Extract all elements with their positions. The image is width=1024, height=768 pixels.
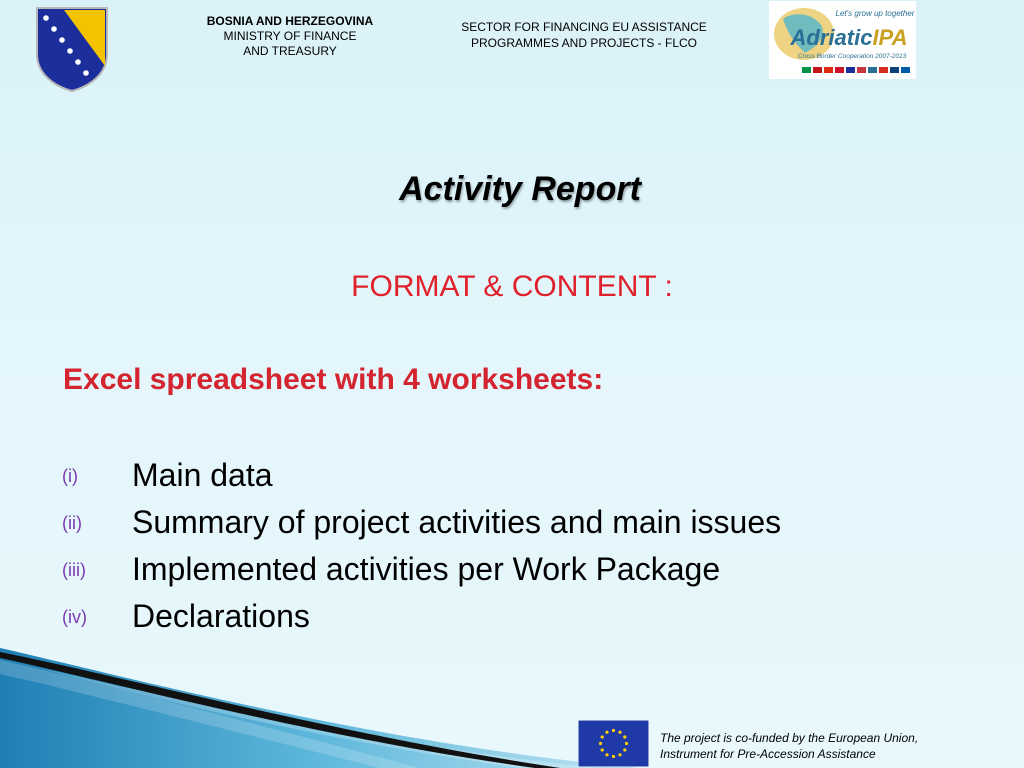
bih-coat-of-arms-icon — [34, 6, 110, 92]
svg-text:AdriaticIPA — [790, 25, 908, 50]
worksheet-title: Main data — [132, 457, 273, 493]
eu-funding-note — [660, 730, 918, 762]
ipa-name-adriatic: Adriatic — [790, 25, 873, 50]
excel-description: Excel spreadsheet with 4 worksheets: — [63, 363, 604, 396]
bih-ministry-header — [170, 14, 410, 59]
worksheet-title: Implemented activities per Work Package — [132, 551, 721, 587]
worksheet-numeral: (ii) — [62, 513, 82, 533]
ipa-subtitle: Cross Border Cooperation 2007-2013 — [797, 53, 907, 60]
worksheet-numeral: (iv) — [62, 607, 87, 627]
worksheet-numeral: (iii) — [62, 560, 86, 580]
adriatic-ipa-logo — [769, 1, 916, 79]
sector-line-2: PROGRAMMES AND PROJECTS - FLCO — [470, 36, 698, 50]
ipa-name-ipa: IPA — [872, 25, 908, 50]
sector-line-1: SECTOR FOR FINANCING EU ASSISTANCE — [461, 20, 707, 34]
eu-note-line-1: The project is co-funded by the European Union, — [660, 731, 919, 745]
format-heading: FORMAT & CONTENT : — [351, 270, 673, 303]
worksheet-title: Summary of project activities and main issues — [132, 504, 782, 540]
slide-title: Activity Report — [399, 170, 641, 208]
ipa-tagline: Let's grow up together — [835, 9, 915, 18]
sector-header — [428, 19, 740, 51]
country-name: BOSNIA AND HERZEGOVINA — [206, 14, 374, 28]
eu-note-line-2: Instrument for Pre-Accession Assistance — [660, 747, 876, 761]
ministry-name: MINISTRY OF FINANCE — [223, 29, 357, 43]
eu-flag-icon — [578, 720, 649, 767]
worksheet-numeral: (i) — [62, 466, 78, 486]
worksheet-title: Declarations — [132, 598, 310, 634]
ministry-name-cont: AND TREASURY — [243, 44, 337, 58]
